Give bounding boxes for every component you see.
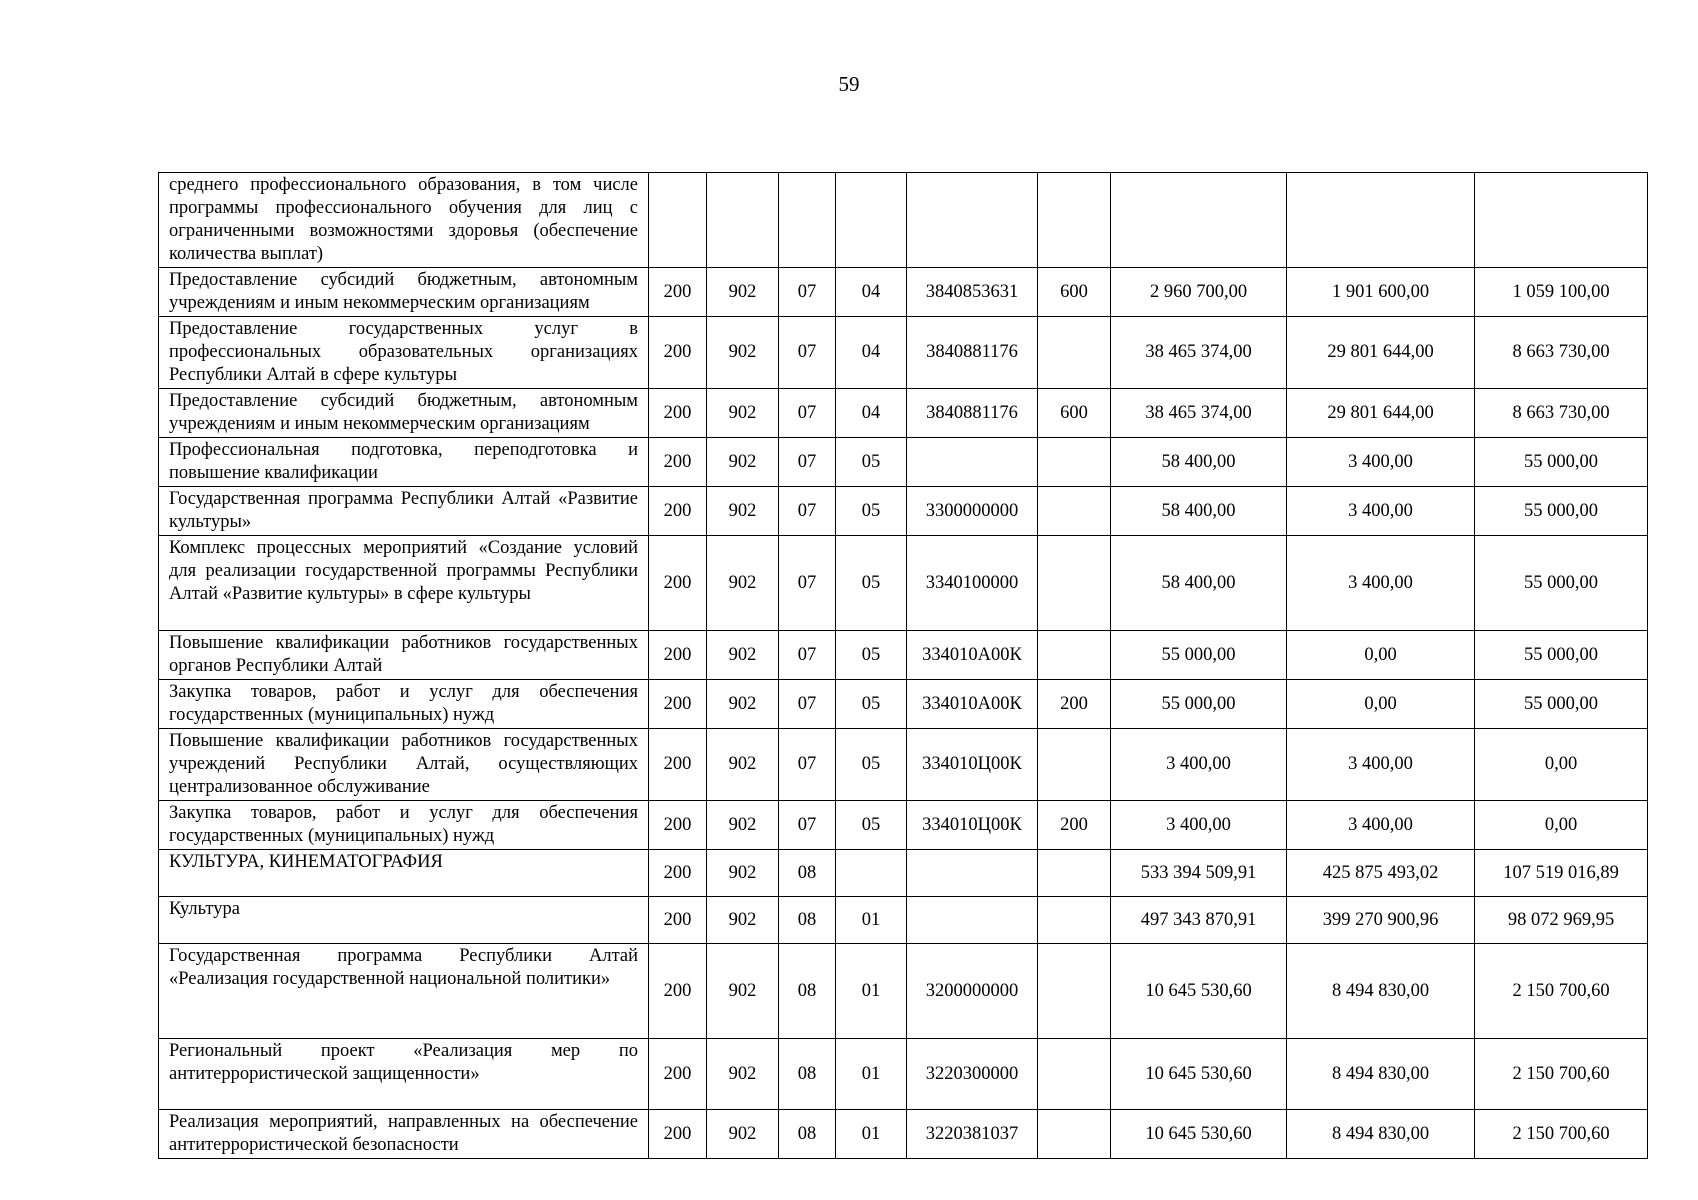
amount-3: 2 150 700,60 xyxy=(1475,1110,1648,1159)
row-description: КУЛЬТУРА, КИНЕМАТОГРАФИЯ xyxy=(159,850,649,897)
code-ministry: 902 xyxy=(707,1039,779,1110)
code-subsection: 05 xyxy=(836,801,907,850)
row-description: Комплекс процессных мероприятий «Создание условий для реализации государственной программы Республики Алтай «Развитие культуры» в сфере культуры xyxy=(159,536,649,631)
table-row xyxy=(159,1039,1648,1110)
code-section xyxy=(779,173,836,268)
code-target-article: 334010Ц00К xyxy=(907,801,1038,850)
amount-3: 8 663 730,00 xyxy=(1475,389,1648,438)
amount-2: 399 270 900,96 xyxy=(1287,897,1475,944)
amount-2: 3 400,00 xyxy=(1287,536,1475,631)
amount-2: 425 875 493,02 xyxy=(1287,850,1475,897)
amount-3: 0,00 xyxy=(1475,729,1648,801)
code-subsection: 01 xyxy=(836,1039,907,1110)
code-ministry: 902 xyxy=(707,801,779,850)
amount-total: 10 645 530,60 xyxy=(1111,1039,1287,1110)
code-subsection: 01 xyxy=(836,1110,907,1159)
code-expense-type xyxy=(1038,487,1111,536)
code-section: 08 xyxy=(779,897,836,944)
amount-total xyxy=(1111,173,1287,268)
amount-total: 497 343 870,91 xyxy=(1111,897,1287,944)
code-ministry: 902 xyxy=(707,536,779,631)
row-description: Профессиональная подготовка, переподготовка и повышение квалификации xyxy=(159,438,649,487)
code-column-1 xyxy=(649,173,707,268)
amount-3: 107 519 016,89 xyxy=(1475,850,1648,897)
code-expense-type: 200 xyxy=(1038,680,1111,729)
amount-2: 3 400,00 xyxy=(1287,438,1475,487)
code-section: 08 xyxy=(779,850,836,897)
code-column-1: 200 xyxy=(649,897,707,944)
amount-2 xyxy=(1287,173,1475,268)
code-ministry: 902 xyxy=(707,944,779,1039)
amount-3: 2 150 700,60 xyxy=(1475,1039,1648,1110)
budget-table xyxy=(158,172,1648,1159)
code-expense-type: 200 xyxy=(1038,801,1111,850)
code-ministry: 902 xyxy=(707,1110,779,1159)
amount-3: 55 000,00 xyxy=(1475,631,1648,680)
code-expense-type xyxy=(1038,897,1111,944)
code-expense-type xyxy=(1038,631,1111,680)
table-row xyxy=(159,680,1648,729)
amount-3: 55 000,00 xyxy=(1475,487,1648,536)
amount-total: 2 960 700,00 xyxy=(1111,268,1287,317)
code-ministry: 902 xyxy=(707,850,779,897)
code-section: 08 xyxy=(779,1039,836,1110)
code-section: 07 xyxy=(779,317,836,389)
code-section: 07 xyxy=(779,536,836,631)
table-row xyxy=(159,389,1648,438)
amount-3: 0,00 xyxy=(1475,801,1648,850)
amount-3: 8 663 730,00 xyxy=(1475,317,1648,389)
code-ministry: 902 xyxy=(707,317,779,389)
code-subsection: 01 xyxy=(836,944,907,1039)
amount-total: 3 400,00 xyxy=(1111,801,1287,850)
code-target-article: 3340100000 xyxy=(907,536,1038,631)
code-target-article xyxy=(907,897,1038,944)
row-description: Региональный проект «Реализация мер по антитеррористической защищенности» xyxy=(159,1039,649,1110)
row-description: Повышение квалификации работников государственных учреждений Республики Алтай, осуществляющих централизованное обслуживание xyxy=(159,729,649,801)
amount-2: 8 494 830,00 xyxy=(1287,1039,1475,1110)
code-expense-type xyxy=(1038,317,1111,389)
amount-2: 29 801 644,00 xyxy=(1287,389,1475,438)
code-ministry: 902 xyxy=(707,897,779,944)
code-ministry xyxy=(707,173,779,268)
code-ministry: 902 xyxy=(707,631,779,680)
code-subsection: 04 xyxy=(836,268,907,317)
code-target-article xyxy=(907,850,1038,897)
table-row xyxy=(159,729,1648,801)
table-row xyxy=(159,1110,1648,1159)
row-description: Реализация мероприятий, направленных на обеспечение антитеррористической безопасности xyxy=(159,1110,649,1159)
code-target-article: 3200000000 xyxy=(907,944,1038,1039)
code-section: 07 xyxy=(779,680,836,729)
code-section: 07 xyxy=(779,729,836,801)
code-ministry: 902 xyxy=(707,438,779,487)
amount-2: 8 494 830,00 xyxy=(1287,944,1475,1039)
code-column-1: 200 xyxy=(649,1110,707,1159)
code-expense-type xyxy=(1038,1039,1111,1110)
table-row xyxy=(159,317,1648,389)
amount-3: 55 000,00 xyxy=(1475,438,1648,487)
code-target-article: 3220300000 xyxy=(907,1039,1038,1110)
budget-table-body xyxy=(159,173,1648,1159)
code-column-1: 200 xyxy=(649,850,707,897)
row-description: Закупка товаров, работ и услуг для обеспечения государственных (муниципальных) нужд xyxy=(159,801,649,850)
code-ministry: 902 xyxy=(707,389,779,438)
code-section: 07 xyxy=(779,389,836,438)
amount-3: 1 059 100,00 xyxy=(1475,268,1648,317)
code-expense-type xyxy=(1038,173,1111,268)
code-section: 07 xyxy=(779,438,836,487)
code-subsection: 01 xyxy=(836,897,907,944)
code-ministry: 902 xyxy=(707,487,779,536)
page-number: 59 xyxy=(838,72,860,96)
code-expense-type xyxy=(1038,944,1111,1039)
amount-2: 1 901 600,00 xyxy=(1287,268,1475,317)
amount-total: 58 400,00 xyxy=(1111,438,1287,487)
row-description: Предоставление субсидий бюджетным, автономным учреждениям и иным некоммерческим организациям xyxy=(159,268,649,317)
row-description: Повышение квалификации работников государственных органов Республики Алтай xyxy=(159,631,649,680)
code-ministry: 902 xyxy=(707,268,779,317)
code-ministry: 902 xyxy=(707,680,779,729)
code-subsection: 05 xyxy=(836,438,907,487)
code-subsection: 04 xyxy=(836,389,907,438)
code-subsection xyxy=(836,850,907,897)
code-section: 07 xyxy=(779,268,836,317)
code-column-1: 200 xyxy=(649,631,707,680)
amount-total: 38 465 374,00 xyxy=(1111,389,1287,438)
amount-2: 3 400,00 xyxy=(1287,487,1475,536)
code-expense-type xyxy=(1038,536,1111,631)
code-column-1: 200 xyxy=(649,317,707,389)
code-column-1: 200 xyxy=(649,801,707,850)
code-section: 08 xyxy=(779,944,836,1039)
code-expense-type xyxy=(1038,1110,1111,1159)
code-subsection: 05 xyxy=(836,680,907,729)
code-subsection: 05 xyxy=(836,536,907,631)
amount-2: 8 494 830,00 xyxy=(1287,1110,1475,1159)
amount-2: 3 400,00 xyxy=(1287,729,1475,801)
amount-total: 58 400,00 xyxy=(1111,487,1287,536)
code-target-article xyxy=(907,438,1038,487)
code-expense-type xyxy=(1038,850,1111,897)
code-column-1: 200 xyxy=(649,438,707,487)
code-column-1: 200 xyxy=(649,389,707,438)
code-subsection: 05 xyxy=(836,631,907,680)
code-expense-type: 600 xyxy=(1038,389,1111,438)
code-column-1: 200 xyxy=(649,944,707,1039)
code-target-article: 334010Ц00К xyxy=(907,729,1038,801)
code-column-1: 200 xyxy=(649,268,707,317)
code-section: 08 xyxy=(779,1110,836,1159)
row-description: Предоставление государственных услуг в профессиональных образовательных организациях Республики Алтай в сфере культуры xyxy=(159,317,649,389)
amount-3: 55 000,00 xyxy=(1475,680,1648,729)
code-column-1: 200 xyxy=(649,487,707,536)
row-description: Государственная программа Республики Алтай «Реализация государственной национальной политики» xyxy=(159,944,649,1039)
code-expense-type: 600 xyxy=(1038,268,1111,317)
code-target-article xyxy=(907,173,1038,268)
code-section: 07 xyxy=(779,487,836,536)
code-target-article: 3840853631 xyxy=(907,268,1038,317)
amount-2: 29 801 644,00 xyxy=(1287,317,1475,389)
amount-3 xyxy=(1475,173,1648,268)
table-row xyxy=(159,850,1648,897)
amount-2: 3 400,00 xyxy=(1287,801,1475,850)
amount-total: 10 645 530,60 xyxy=(1111,944,1287,1039)
code-column-1: 200 xyxy=(649,680,707,729)
code-column-1: 200 xyxy=(649,1039,707,1110)
amount-total: 38 465 374,00 xyxy=(1111,317,1287,389)
code-subsection: 05 xyxy=(836,729,907,801)
code-subsection xyxy=(836,173,907,268)
code-expense-type xyxy=(1038,438,1111,487)
table-row xyxy=(159,536,1648,631)
amount-3: 55 000,00 xyxy=(1475,536,1648,631)
amount-total: 58 400,00 xyxy=(1111,536,1287,631)
row-description: Предоставление субсидий бюджетным, автономным учреждениям и иным некоммерческим организациям xyxy=(159,389,649,438)
amount-2: 0,00 xyxy=(1287,680,1475,729)
row-description: Государственная программа Республики Алтай «Развитие культуры» xyxy=(159,487,649,536)
code-target-article: 334010А00К xyxy=(907,631,1038,680)
table-row xyxy=(159,897,1648,944)
amount-total: 55 000,00 xyxy=(1111,680,1287,729)
table-row xyxy=(159,438,1648,487)
table-row xyxy=(159,487,1648,536)
amount-total: 55 000,00 xyxy=(1111,631,1287,680)
amount-2: 0,00 xyxy=(1287,631,1475,680)
code-target-article: 3220381037 xyxy=(907,1110,1038,1159)
row-description: Закупка товаров, работ и услуг для обеспечения государственных (муниципальных) нужд xyxy=(159,680,649,729)
code-target-article: 3840881176 xyxy=(907,317,1038,389)
code-ministry: 902 xyxy=(707,729,779,801)
code-target-article: 334010А00К xyxy=(907,680,1038,729)
row-description: Культура xyxy=(159,897,649,944)
amount-total: 3 400,00 xyxy=(1111,729,1287,801)
amount-3: 98 072 969,95 xyxy=(1475,897,1648,944)
code-column-1: 200 xyxy=(649,536,707,631)
amount-total: 10 645 530,60 xyxy=(1111,1110,1287,1159)
table-row xyxy=(159,173,1648,268)
code-section: 07 xyxy=(779,631,836,680)
table-row xyxy=(159,801,1648,850)
code-subsection: 04 xyxy=(836,317,907,389)
table-row xyxy=(159,944,1648,1039)
code-target-article: 3300000000 xyxy=(907,487,1038,536)
code-section: 07 xyxy=(779,801,836,850)
code-subsection: 05 xyxy=(836,487,907,536)
amount-3: 2 150 700,60 xyxy=(1475,944,1648,1039)
code-target-article: 3840881176 xyxy=(907,389,1038,438)
code-expense-type xyxy=(1038,729,1111,801)
table-row xyxy=(159,268,1648,317)
table-row xyxy=(159,631,1648,680)
amount-total: 533 394 509,91 xyxy=(1111,850,1287,897)
code-column-1: 200 xyxy=(649,729,707,801)
row-description: среднего профессионального образования, в том числе программы профессионального обучения для лиц с ограниченными возможностями здоровья (обеспечение количества выплат) xyxy=(159,173,649,268)
